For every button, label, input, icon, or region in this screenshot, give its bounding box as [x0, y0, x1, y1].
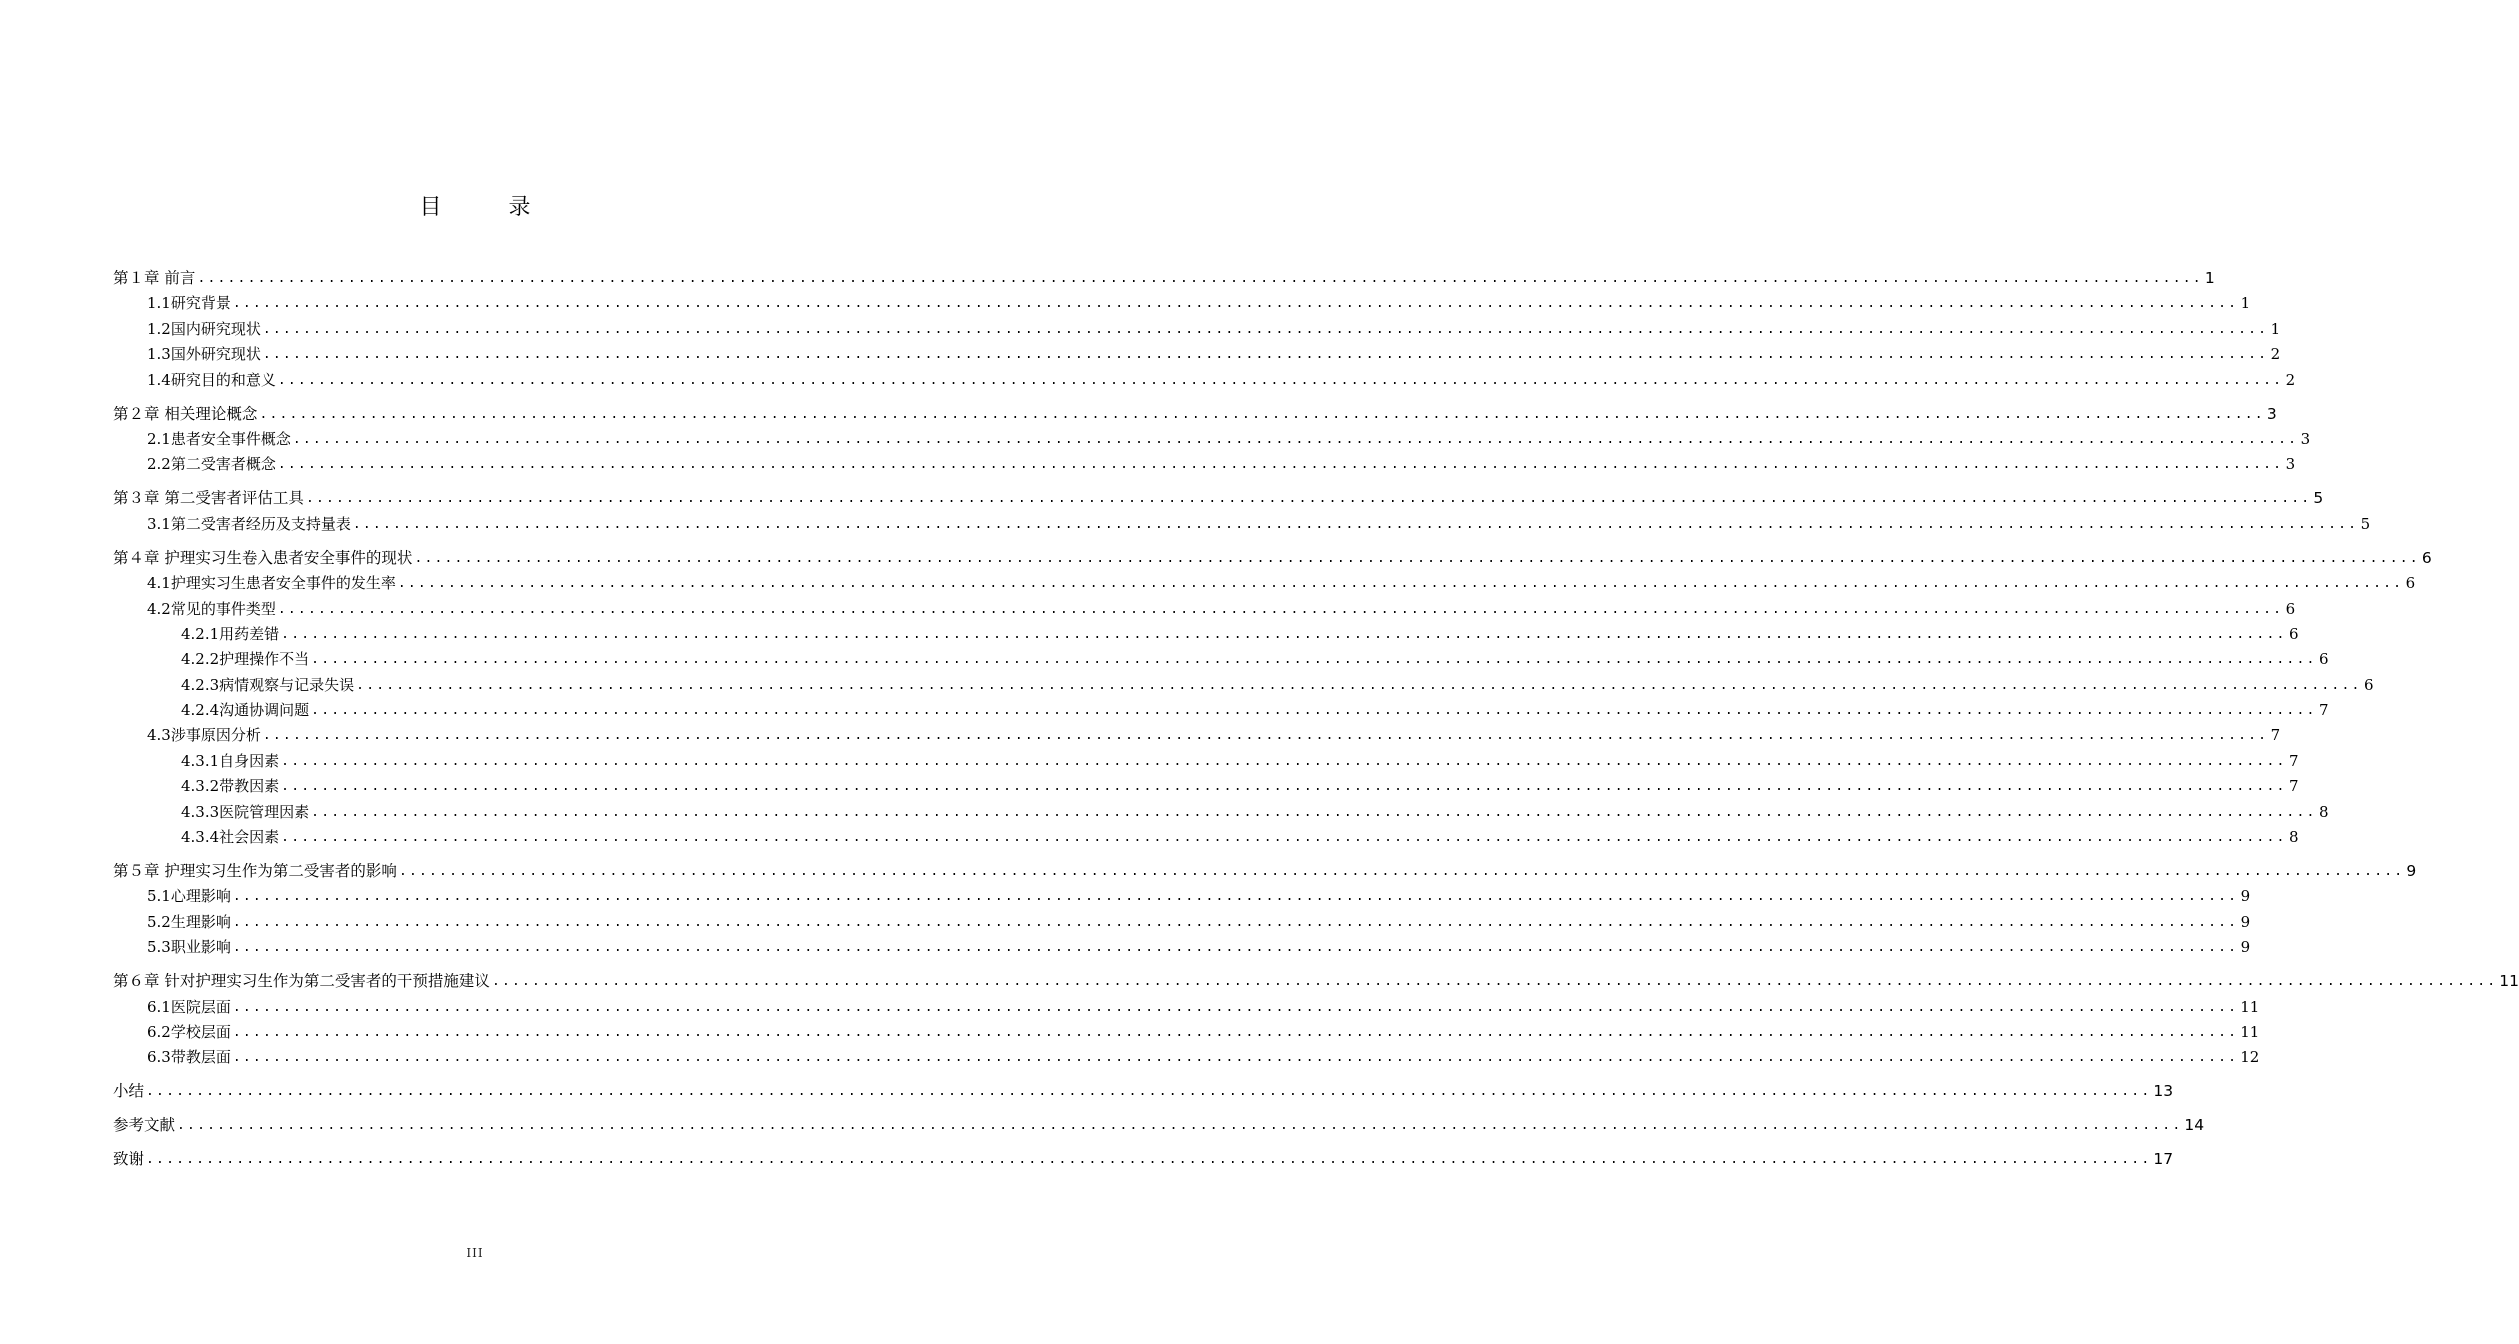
toc-entry-page-number: 9	[2240, 938, 2251, 957]
toc-entry-page-number: 2	[2285, 370, 2296, 389]
toc-entry-title: 4.2.4沟通协调问题	[181, 701, 310, 720]
toc-entry-title: 4.3.1自身因素	[181, 751, 280, 770]
toc-entry-title: 2.2第二受害者概念	[147, 455, 276, 474]
toc-section-entry[interactable]	[113, 593, 2296, 618]
toc-entry-title: 4.3涉事原因分析	[147, 726, 261, 745]
dot-leader: ........................................................................................................................................................................................................	[232, 1024, 2239, 1040]
toc-section-entry[interactable]	[113, 796, 2329, 821]
toc-chapter-entry[interactable]	[113, 474, 2324, 508]
toc-section-entry[interactable]	[113, 932, 2251, 957]
toc-section-entry[interactable]	[113, 695, 2329, 720]
toc-chapter-entry[interactable]	[113, 534, 2432, 568]
toc-entry-page-number: 8	[2288, 828, 2299, 847]
toc-entry-page-number: 1	[2240, 294, 2251, 313]
toc-entry-page-number: 5	[2313, 489, 2324, 508]
dot-leader: ........................................................................................................................................................................................................	[398, 864, 2405, 880]
toc-entry-page-number: 9	[2406, 862, 2417, 881]
toc-entry-title: 6.1医院层面	[147, 997, 231, 1016]
toc-entry-page-number: 7	[2288, 777, 2299, 796]
dot-leader: ........................................................................................................................................................................................................	[491, 974, 2498, 990]
toc-entry-page-number: 7	[2288, 751, 2299, 770]
toc-section-entry[interactable]	[113, 449, 2296, 474]
toc-entry-title: 致谢	[113, 1150, 145, 1169]
dot-leader: ........................................................................................................................................................................................................	[311, 703, 2317, 719]
toc-section-entry[interactable]	[113, 644, 2329, 669]
toc-entry-title: 2.1患者安全事件概念	[147, 429, 291, 448]
toc-entry-page-number: 2	[2270, 345, 2281, 364]
toc-section-entry[interactable]	[113, 669, 2374, 694]
toc-entry-page-number: 17	[2153, 1150, 2174, 1169]
dot-leader: ........................................................................................................................................................................................................	[197, 271, 2203, 286]
toc-entry-title: 4.2.1用药差错	[181, 624, 280, 643]
toc-section-entry[interactable]	[113, 881, 2251, 906]
dot-leader: ........................................................................................................................................................................................................	[232, 940, 2239, 956]
toc-entry-page-number: 6	[2318, 650, 2329, 669]
dot-leader: ........................................................................................................................................................................................................	[146, 1152, 2152, 1168]
toc-chapter-entry[interactable]	[113, 957, 2519, 991]
toc-entry-page-number: 6	[2285, 599, 2296, 618]
toc-section-entry[interactable]	[113, 313, 2281, 338]
toc-entry-page-number: 6	[2363, 675, 2374, 694]
toc-entry-page-number: 7	[2270, 726, 2281, 745]
dot-leader: ........................................................................................................................................................................................................	[397, 576, 2404, 592]
toc-section-entry[interactable]	[113, 991, 2260, 1016]
toc-title: 目 录	[419, 195, 561, 220]
dot-leader: ........................................................................................................................................................................................................	[281, 779, 2287, 795]
toc-entry-page-number: 3	[2285, 455, 2296, 474]
toc-entry-page-number: 5	[2360, 514, 2371, 533]
toc-entry-page-number: 1	[2270, 319, 2281, 338]
dot-leader: ........................................................................................................................................................................................................	[262, 321, 2269, 337]
toc-entry-page-number: 9	[2240, 887, 2251, 906]
toc-entry-title: 第２章 相关理论概念	[113, 404, 258, 423]
toc-entry-page-number: 7	[2318, 701, 2329, 720]
toc-section-entry[interactable]	[113, 1042, 2260, 1067]
toc-section-entry[interactable]	[113, 822, 2299, 847]
page-number-footer: III	[466, 1246, 484, 1260]
toc-entry-page-number: 14	[2184, 1116, 2205, 1135]
toc-section-entry[interactable]	[113, 508, 2371, 533]
toc-entry-page-number: 1	[2204, 269, 2215, 287]
toc-chapter-entry[interactable]	[113, 1135, 2174, 1169]
toc-section-entry[interactable]	[113, 771, 2299, 796]
toc-chapter-entry[interactable]	[113, 262, 2215, 288]
toc-entry-page-number: 6	[2288, 624, 2299, 643]
toc-entry-title: 第１章 前言	[113, 269, 196, 287]
toc-entry-page-number: 12	[2240, 1048, 2260, 1067]
toc-entry-page-number: 6	[2405, 574, 2416, 593]
toc-section-entry[interactable]	[113, 424, 2311, 449]
toc-entry-title: 3.1第二受害者经历及支持量表	[147, 514, 351, 533]
toc-entry-title: 1.1研究背景	[147, 294, 231, 313]
toc-entry-title: 参考文献	[113, 1116, 176, 1135]
dot-leader: ........................................................................................................................................................................................................	[232, 1050, 2239, 1066]
toc-entry-title: 4.3.3医院管理因素	[181, 802, 310, 821]
toc-chapter-entry[interactable]	[113, 1067, 2174, 1101]
toc-entry-title: 小结	[113, 1082, 145, 1101]
toc-entry-page-number: 3	[2300, 429, 2311, 448]
toc-section-entry[interactable]	[113, 288, 2251, 313]
toc-entry-page-number: 11	[2499, 972, 2519, 991]
dot-leader: ........................................................................................................................................................................................................	[232, 889, 2239, 905]
dot-leader: ........................................................................................................................................................................................................	[277, 601, 2284, 617]
toc-entry-title: 4.2常见的事件类型	[147, 599, 276, 618]
toc-entry-page-number: 9	[2240, 912, 2251, 931]
dot-leader: ........................................................................................................................................................................................................	[414, 550, 2420, 566]
dot-leader: ........................................................................................................................................................................................................	[311, 652, 2317, 668]
toc-entry-title: 4.1护理实习生患者安全事件的发生率	[147, 574, 396, 593]
dot-leader: ........................................................................................................................................................................................................	[177, 1118, 2183, 1134]
dot-leader: ........................................................................................................................................................................................................	[277, 372, 2284, 388]
toc-section-entry[interactable]	[113, 720, 2281, 745]
toc-section-entry[interactable]	[113, 619, 2299, 644]
table-of-contents	[113, 262, 2519, 1169]
toc-section-entry[interactable]	[113, 1017, 2260, 1042]
dot-leader: ........................................................................................................................................................................................................	[146, 1084, 2152, 1100]
toc-entry-page-number: 11	[2240, 1022, 2260, 1041]
toc-entry-title: 1.4研究目的和意义	[147, 370, 276, 389]
dot-leader: ........................................................................................................................................................................................................	[292, 431, 2299, 447]
dot-leader: ........................................................................................................................................................................................................	[311, 804, 2317, 820]
dot-leader: ........................................................................................................................................................................................................	[281, 626, 2287, 642]
dot-leader: ........................................................................................................................................................................................................	[281, 753, 2287, 769]
dot-leader: ........................................................................................................................................................................................................	[352, 516, 2359, 532]
toc-entry-page-number: 11	[2240, 997, 2260, 1016]
dot-leader: ........................................................................................................................................................................................................	[259, 406, 2265, 422]
dot-leader: ........................................................................................................................................................................................................	[356, 677, 2362, 693]
toc-section-entry[interactable]	[113, 906, 2251, 931]
toc-entry-title: 1.2国内研究现状	[147, 319, 261, 338]
toc-entry-title: 第３章 第二受害者评估工具	[113, 489, 304, 508]
toc-section-entry[interactable]	[113, 364, 2296, 389]
toc-section-entry[interactable]	[113, 745, 2299, 770]
toc-section-entry[interactable]	[113, 339, 2281, 364]
toc-entry-title: 5.3职业影响	[147, 938, 231, 957]
toc-entry-page-number: 13	[2153, 1082, 2174, 1101]
toc-entry-title: 4.3.2带教因素	[181, 777, 280, 796]
toc-entry-title: 4.2.2护理操作不当	[181, 650, 310, 669]
dot-leader: ........................................................................................................................................................................................................	[232, 999, 2239, 1015]
dot-leader: ........................................................................................................................................................................................................	[232, 914, 2239, 930]
toc-entry-title: 4.2.3病情观察与记录失误	[181, 675, 355, 694]
toc-section-entry[interactable]	[113, 568, 2416, 593]
dot-leader: ........................................................................................................................................................................................................	[277, 457, 2284, 473]
toc-entry-title: 第５章 护理实习生作为第二受害者的影响	[113, 862, 397, 881]
toc-chapter-entry[interactable]	[113, 390, 2277, 424]
toc-entry-title: 4.3.4社会因素	[181, 828, 280, 847]
dot-leader: ........................................................................................................................................................................................................	[305, 491, 2312, 507]
toc-chapter-entry[interactable]	[113, 1101, 2205, 1135]
toc-entry-title: 6.2学校层面	[147, 1022, 231, 1041]
toc-entry-title: 第６章 针对护理实习生作为第二受害者的干预措施建议	[113, 972, 490, 991]
toc-entry-title: 第４章 护理实习生卷入患者安全事件的现状	[113, 548, 413, 567]
dot-leader: ........................................................................................................................................................................................................	[281, 830, 2287, 846]
toc-entry-title: 6.3带教层面	[147, 1048, 231, 1067]
toc-entry-page-number: 3	[2266, 404, 2277, 423]
toc-entry-title: 5.2生理影响	[147, 912, 231, 931]
toc-entry-page-number: 8	[2318, 802, 2329, 821]
toc-entry-title: 5.1心理影响	[147, 887, 231, 906]
dot-leader: ........................................................................................................................................................................................................	[262, 728, 2269, 744]
dot-leader: ........................................................................................................................................................................................................	[232, 296, 2239, 312]
toc-chapter-entry[interactable]	[113, 847, 2417, 881]
dot-leader: ........................................................................................................................................................................................................	[262, 347, 2269, 363]
toc-entry-page-number: 6	[2421, 548, 2432, 567]
toc-entry-title: 1.3国外研究现状	[147, 345, 261, 364]
